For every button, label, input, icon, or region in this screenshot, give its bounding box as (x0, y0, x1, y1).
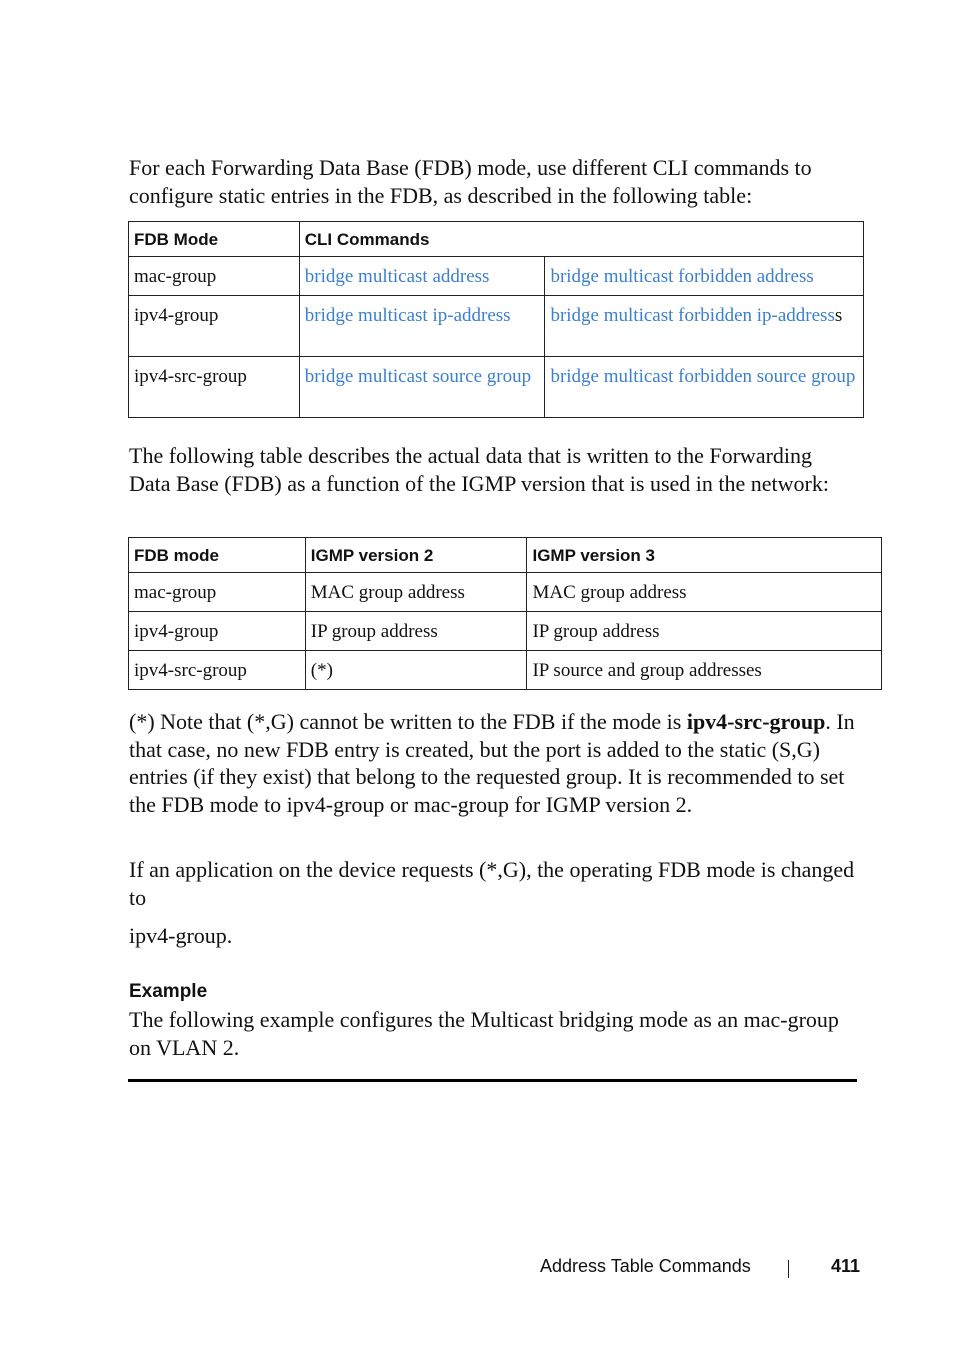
header-cli-commands: CLI Commands (299, 222, 863, 257)
command-link[interactable]: bridge multicast forbidden address (550, 266, 814, 287)
igmp-v2-cell: (*) (305, 651, 527, 690)
fdb-mode-cell: ipv4-src-group (129, 357, 300, 418)
page-number: 411 (830, 1256, 860, 1276)
note-text-start: (*) Note that (*,G) cannot be written to the FDB if the mode is (129, 709, 687, 734)
command-link[interactable]: bridge multicast forbidden ip-address (550, 305, 835, 326)
command-cell (299, 257, 545, 296)
table-header-row (129, 222, 864, 257)
mode-result-paragraph: ipv4-group. (129, 923, 233, 948)
fdb-mode-cell: ipv4-src-group (129, 651, 306, 690)
intro-block (129, 154, 859, 209)
table-row (129, 257, 864, 296)
table-header-row (129, 538, 882, 573)
example-heading: Example (129, 981, 208, 1002)
example-section (129, 981, 859, 1061)
command-link[interactable]: bridge multicast forbidden source group (550, 366, 856, 387)
footer-separator (788, 1260, 789, 1278)
table-row (129, 573, 882, 612)
command-suffix: s (834, 305, 843, 326)
fdb-cli-commands-table (128, 221, 864, 418)
igmp-v2-cell: MAC group address (305, 573, 527, 612)
page-footer (540, 1256, 860, 1282)
application-paragraph: If an application on the device requests (*,G), the operating FDB mode is changed to (129, 857, 855, 910)
footer-section-title: Address Table Commands (540, 1256, 751, 1276)
note-mode-emphasis: ipv4-src-group (686, 709, 826, 734)
igmp-v3-cell: IP source and group addresses (527, 651, 882, 690)
intro-paragraph: For each Forwarding Data Base (FDB) mode, use different CLI commands to configure static entries in the FDB, as described in the following table: (129, 155, 812, 208)
command-link[interactable]: bridge multicast address (304, 266, 490, 287)
fdb-igmp-version-table (128, 537, 882, 690)
section-divider (128, 1079, 857, 1082)
command-cell (545, 296, 864, 357)
command-cell (545, 257, 864, 296)
note-block (129, 708, 859, 818)
header-fdb-mode: FDB mode (129, 538, 306, 573)
header-fdb-mode: FDB Mode (129, 222, 300, 257)
command-link[interactable]: bridge multicast ip-address (304, 305, 511, 326)
note-paragraph (129, 708, 859, 818)
fdb-mode-cell: mac-group (129, 257, 300, 296)
command-cell (545, 357, 864, 418)
table-row (129, 296, 864, 357)
igmp-v3-cell: IP group address (527, 612, 882, 651)
application-block (129, 856, 859, 911)
igmp-v3-cell: MAC group address (527, 573, 882, 612)
igmp-intro-block (129, 442, 859, 497)
igmp-intro-paragraph: The following table describes the actual data that is written to the Forwarding Data Base (FDB) as a function of the IGMP version that is used in the network: (129, 443, 829, 496)
fdb-mode-cell: ipv4-group (129, 612, 306, 651)
header-igmp-v3: IGMP version 3 (527, 538, 882, 573)
fdb-mode-cell: mac-group (129, 573, 306, 612)
command-cell (299, 296, 545, 357)
note-text-end: . In that case, no new FDB entry is created, but the port is added to the static (S,G) entries (if they exist) that belong to the requested group. It is recommended to set the FDB mode to ipv4-group or mac-group for IGMP version 2. (129, 709, 855, 817)
fdb-mode-cell: ipv4-group (129, 296, 300, 357)
table-row (129, 357, 864, 418)
header-igmp-v2: IGMP version 2 (305, 538, 527, 573)
command-cell (299, 357, 545, 418)
table-row (129, 651, 882, 690)
igmp-v2-cell: IP group address (305, 612, 527, 651)
mode-result-block (129, 922, 859, 950)
command-link[interactable]: bridge multicast source group (304, 366, 532, 387)
example-paragraph: The following example configures the Multicast bridging mode as an mac-group on VLAN 2. (129, 1007, 839, 1060)
table-row (129, 612, 882, 651)
